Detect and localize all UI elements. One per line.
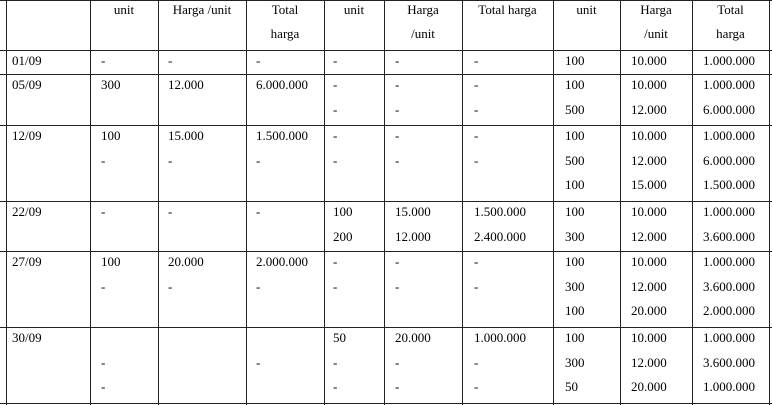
out-cell: - [395,152,400,168]
out-cell: - [474,354,479,370]
out-cell: - [333,77,338,92]
bal-cell: 3.600.000 [703,228,755,244]
out-cell: - [474,101,479,117]
in-cell: - [256,278,261,294]
bal-cell: 10.000 [631,77,667,92]
column-divider [246,0,247,405]
in-cell: - [256,204,261,219]
in-cell: 100 [101,254,121,269]
out-cell: 15.000 [395,204,431,219]
column-divider [769,0,770,405]
row-divider [0,125,772,126]
column-divider [158,0,159,405]
out-cell: - [333,379,338,394]
out-cell: 50 [333,330,346,345]
bal-cell: 20.000 [631,379,667,394]
out-cell: - [333,101,338,117]
column-divider [462,0,463,405]
bal-cell: 1.000.000 [703,128,755,143]
header-cell: /unit [411,26,435,41]
out-cell: 1.000.000 [474,330,526,345]
out-cell: - [474,152,479,168]
bal-cell: 12.000 [631,228,667,244]
bal-cell: 15.000 [631,177,667,192]
bal-cell: 500 [565,101,585,117]
in-cell: 6.000.000 [256,77,308,92]
column-divider [384,0,385,405]
bal-cell: 100 [565,53,585,68]
column-divider [620,0,621,405]
in-cell: 300 [101,77,121,92]
column-divider [692,0,693,405]
out-cell: 2.400.000 [474,228,526,244]
bal-cell: 100 [565,330,585,345]
in-cell: - [101,204,106,219]
bal-cell: 300 [565,228,585,244]
in-cell: - [168,53,173,68]
in-cell: 2.000.000 [256,254,308,269]
bal-cell: 100 [565,177,585,192]
bal-cell: 100 [565,303,585,318]
out-cell: - [333,53,338,68]
bal-cell: 20.000 [631,303,667,318]
bal-cell: 10.000 [631,128,667,143]
column-divider [324,0,325,405]
out-cell: - [395,77,400,92]
bal-cell: 1.000.000 [703,77,755,92]
column-divider [6,0,7,405]
in-cell: - [256,354,261,370]
bal-cell: 1.500.000 [703,177,755,192]
out-cell: - [474,77,479,92]
out-cell: 20.000 [395,330,431,345]
column-divider [90,0,91,405]
bal-cell: 10.000 [631,204,667,219]
in-cell: - [101,354,106,370]
row-divider [0,50,772,51]
header-cell: /unit [644,26,668,41]
bal-cell: 12.000 [631,152,667,168]
date-cell: 30/09 [12,330,42,345]
out-cell: - [474,278,479,294]
bal-cell: 300 [565,278,585,294]
bal-cell: 10.000 [631,330,667,345]
out-cell: - [333,354,338,370]
in-cell: 12.000 [168,77,204,92]
in-cell: - [256,152,261,168]
in-cell: - [101,53,106,68]
bal-cell: 1.000.000 [703,330,755,345]
header-cell: harga [270,26,300,41]
date-cell: 01/09 [12,53,42,68]
header-cell: Harga [407,2,439,17]
header-cell: Total harga [478,2,537,17]
bal-cell: 100 [565,254,585,269]
row-divider [0,201,772,202]
in-cell: - [256,53,261,68]
date-cell: 27/09 [12,254,42,269]
bal-cell: 10.000 [631,254,667,269]
row-divider [0,403,772,404]
header-cell: Total [717,2,744,17]
out-cell: - [474,53,479,68]
header-cell: unit [343,2,365,17]
bal-cell: 1.000.000 [703,53,755,68]
row-divider [0,74,772,75]
date-cell: 05/09 [12,77,42,92]
header-cell: Harga [640,2,672,17]
out-cell: 1.500.000 [474,204,526,219]
in-cell: - [168,278,173,294]
out-cell: - [395,254,400,269]
header-cell: unit [576,2,597,17]
bal-cell: 12.000 [631,354,667,370]
out-cell: - [333,128,338,143]
in-cell: 100 [101,128,121,143]
out-cell: - [395,354,400,370]
date-cell: 22/09 [12,204,42,219]
in-cell: 1.500.000 [256,128,308,143]
bal-cell: 100 [565,77,585,92]
bal-cell: 50 [565,379,578,394]
out-cell: - [333,254,338,269]
bal-cell: 1.000.000 [703,254,755,269]
out-cell: - [395,101,400,117]
in-cell: 20.000 [168,254,204,269]
row-divider [0,327,772,328]
out-cell: - [395,278,400,294]
bal-cell: 12.000 [631,101,667,117]
bal-cell: 3.600.000 [703,278,755,294]
bal-cell: 100 [565,128,585,143]
bal-cell: 100 [565,204,585,219]
out-cell: - [333,278,338,294]
bal-cell: 1.000.000 [703,204,755,219]
bal-cell: 6.000.000 [703,101,755,117]
bal-cell: 6.000.000 [703,152,755,168]
out-cell: - [395,128,400,143]
bal-cell: 300 [565,354,585,370]
header-cell: unit [113,2,135,17]
in-cell: - [101,379,106,394]
out-cell: 100 [333,204,353,219]
out-cell: - [333,152,338,168]
bal-cell: 10.000 [631,53,667,68]
row-divider [0,251,772,252]
bal-cell: 1.000.000 [703,379,755,394]
bal-cell: 3.600.000 [703,354,755,370]
bal-cell: 12.000 [631,278,667,294]
in-cell: 15.000 [168,128,204,143]
row-divider [0,0,772,1]
bal-cell: 500 [565,152,585,168]
out-cell: - [395,53,400,68]
in-cell: - [101,152,106,168]
out-cell: - [395,379,400,394]
in-cell: - [168,152,173,168]
in-cell: - [168,204,173,219]
header-cell: Harga /unit [172,2,232,17]
bal-cell: 2.000.000 [703,303,755,318]
header-cell: Total [271,2,299,17]
out-cell: 12.000 [395,228,431,244]
out-cell: - [474,379,479,394]
header-cell: harga [716,26,745,41]
out-cell: - [474,128,479,143]
date-cell: 12/09 [12,128,42,143]
out-cell: 200 [333,228,353,244]
column-divider [553,0,554,405]
in-cell: - [101,278,106,294]
out-cell: - [474,254,479,269]
